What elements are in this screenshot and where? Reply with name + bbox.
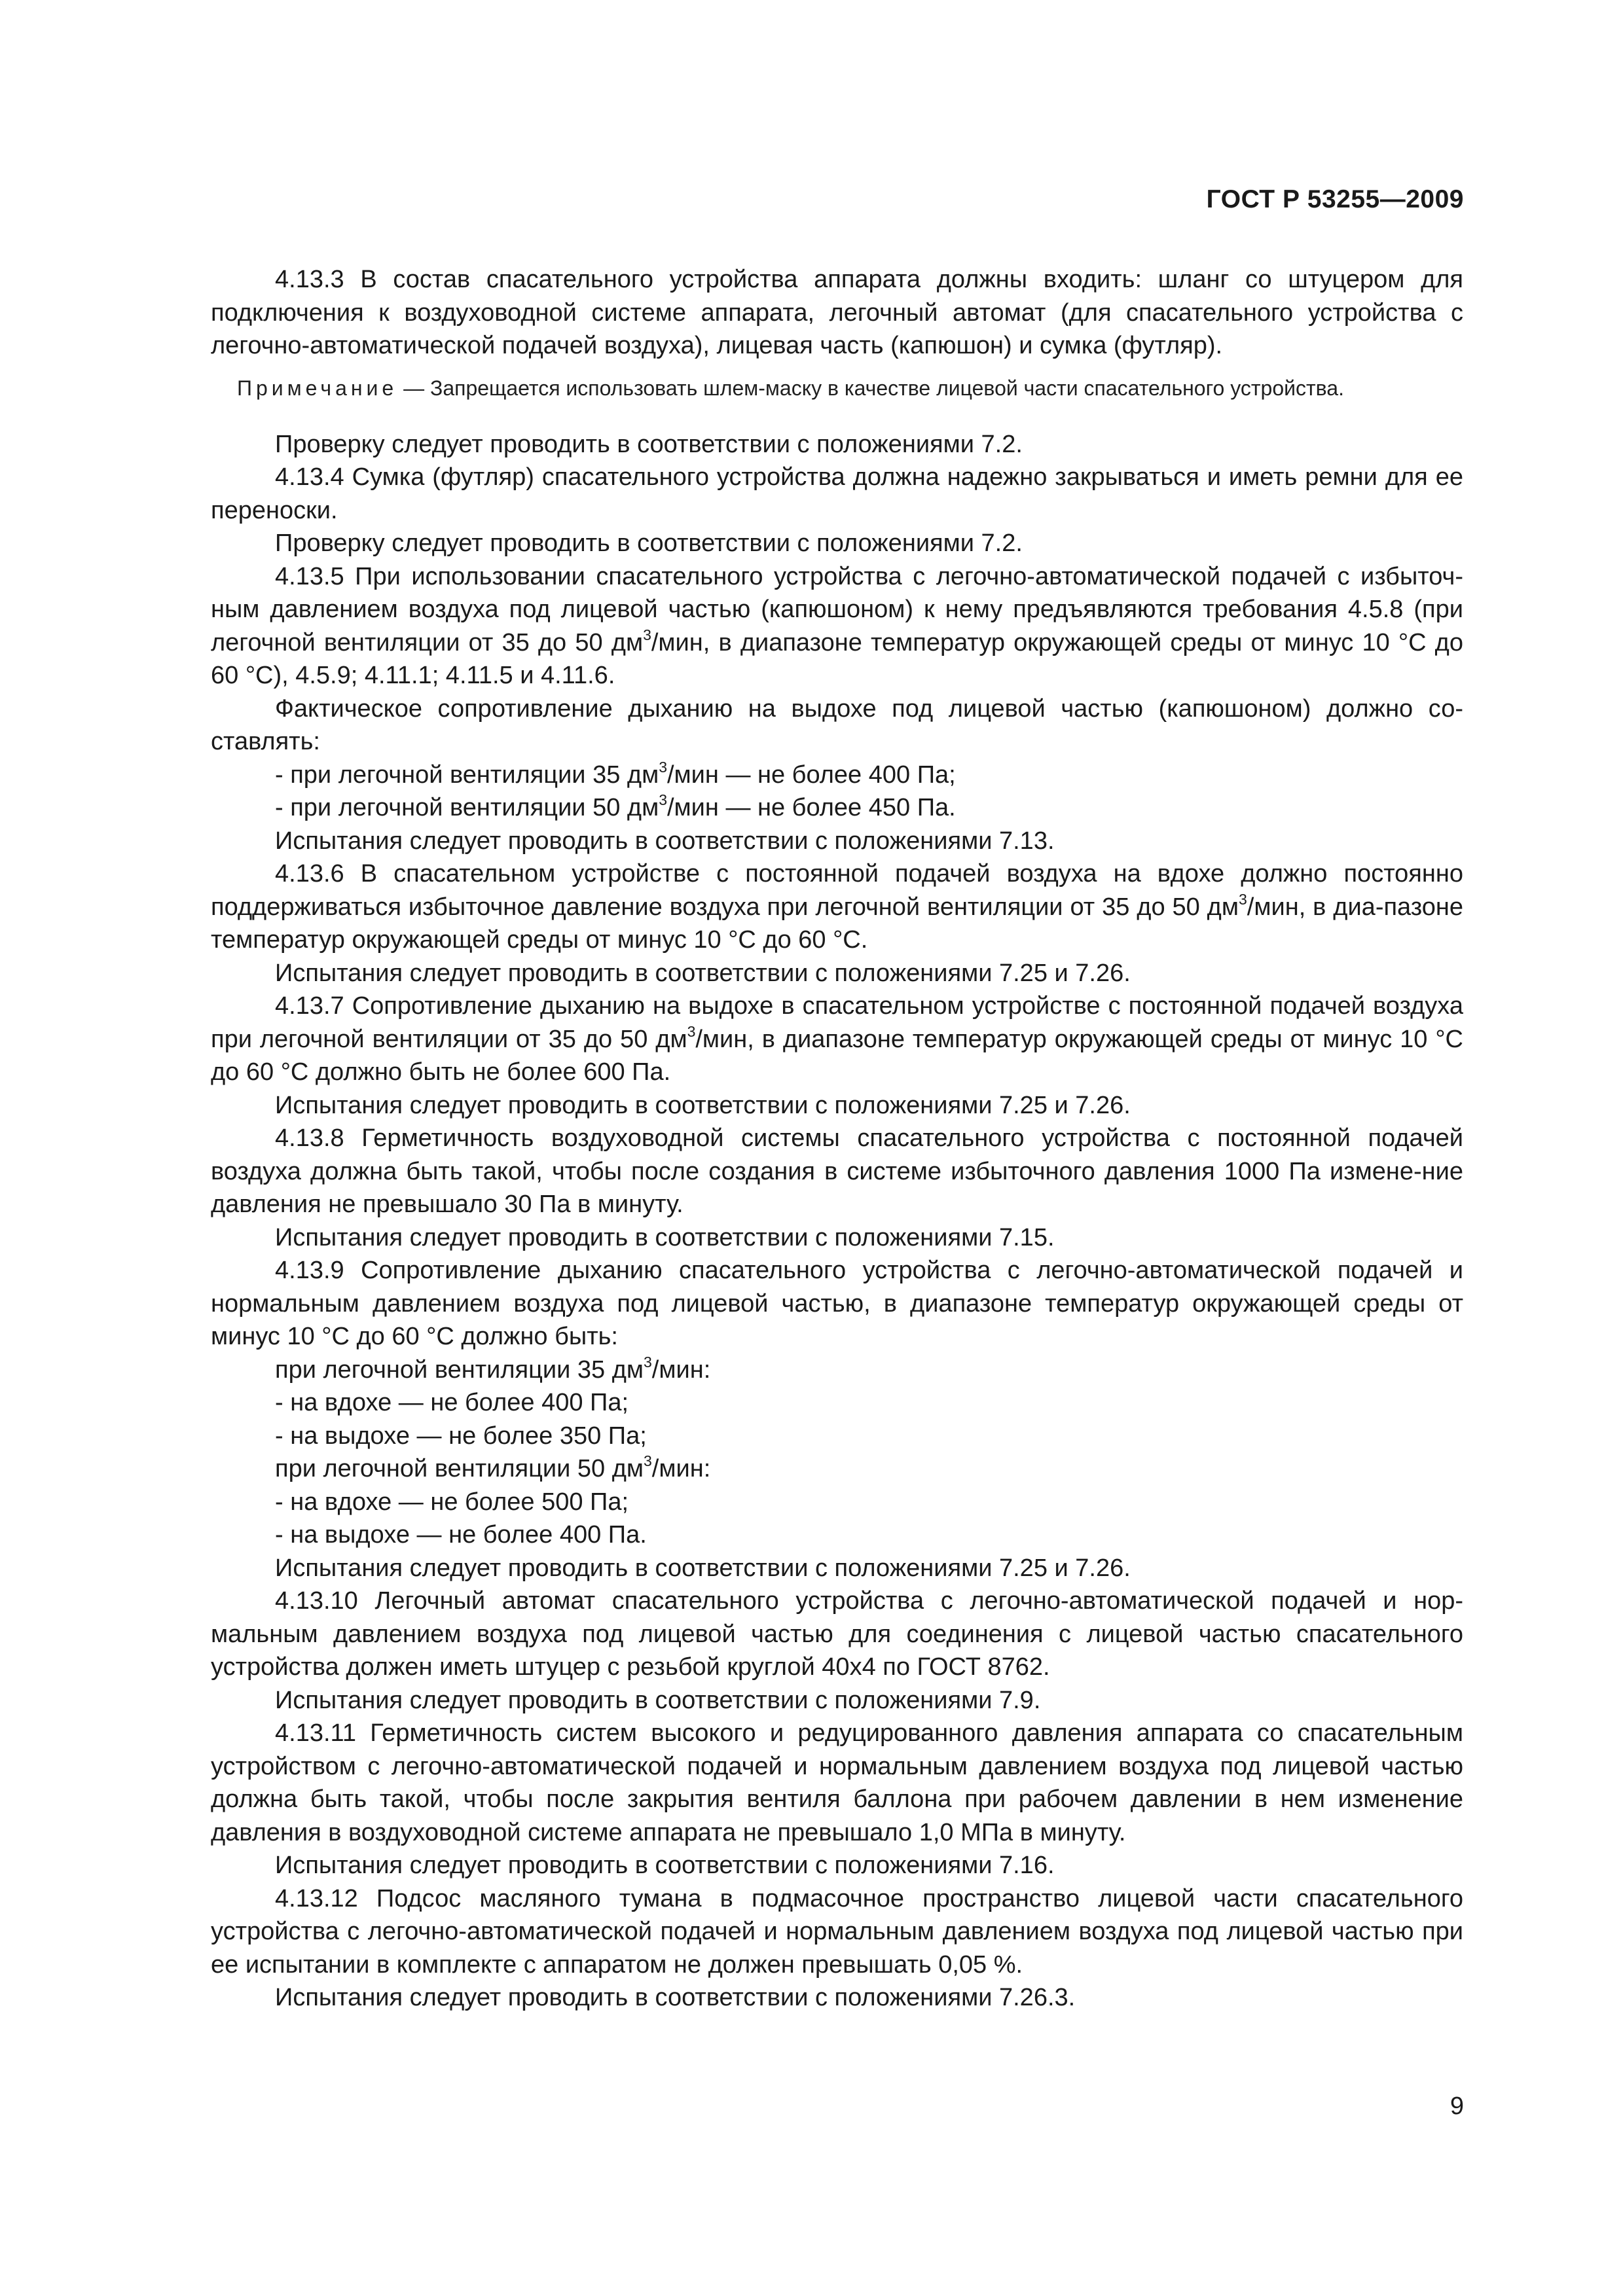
clause-4-13-10: 4.13.10 Легочный автомат спасательного устройства с легочно-автоматической подачей и нор-мальным давлением воздуха под лицевой частью для соединения с лицевой частью спасательного устройства должен иметь штуцер с резьбой круглой 40х4 по ГОСТ 8762. — [211, 1587, 1463, 1681]
document-body — [211, 263, 1463, 2015]
list-item: - на выдохе — не более 350 Па; — [275, 1422, 647, 1450]
list-item: при легочной вентиляции 35 $дм^3$/мин: — [275, 1353, 711, 1384]
clause-4-13-5: 4.13.5 При использовании спасательного устройства с легочно-автоматической подачей с избыточ-ным давлением воздуха под лицевой частью (капюшоном) к нему предъявляются требования 4.5.8 (при легочной вентиляции от 35 до 50 $дм^3$/мин, в диапазоне температур окружающей среды от минус 10 °С до 60 °С), 4.5.9; 4.11.1; 4.11.5 и 4.11.6. — [211, 562, 1463, 689]
list-item: - на выдохе — не более 400 Па. — [275, 1521, 647, 1549]
note-label: Примечание — [237, 376, 398, 400]
clause-4-13-11: 4.13.11 Герметичность систем высокого и редуцированного давления аппарата со спасательным устройством с легочно-автоматической подачей и нормальным давлением воздуха под лицевой частью должна быть такой, чтобы после закрытия вентиля баллона при рабочем давлении в нем изменение давления в воздуховодной системе аппарата не превышало 1,0 МПа в минуту. — [211, 1719, 1463, 1846]
clause-4-13-9: 4.13.9 Сопротивление дыханию спасательного устройства с легочно-автоматической подачей и нормальным давлением воздуха под лицевой частью, в диапазоне температур окружающей среды от минус 10 °С до 60 °С должно быть: — [211, 1257, 1463, 1350]
list-item: при легочной вентиляции 50 $дм^3$/мин: — [275, 1452, 711, 1482]
superscript: 3 — [643, 626, 651, 643]
note-dash: — — [397, 376, 430, 400]
clause-4-13-12: 4.13.12 Подсос масляного тумана в подмасочное пространство лицевой части спасательного устройства с легочно-автоматической подачей и нормальным давлением воздуха под лицевой частью при ее испытании в комплекте с аппаратом не должен превышать 0,05 %. — [211, 1884, 1463, 1979]
note-text: Запрещается использовать шлем-маску в качестве лицевой части спасательного устройства. — [430, 376, 1344, 400]
superscript: 3 — [644, 1452, 652, 1470]
note — [211, 373, 1463, 403]
check-reference: Проверку следует проводить в соответствии с положениями 7.2. — [275, 430, 1023, 458]
test-reference: Испытания следует проводить в соответствии с положениями 7.16. — [275, 1852, 1055, 1879]
check-reference: Проверку следует проводить в соответствии с положениями 7.2. — [275, 529, 1023, 557]
test-reference: Испытания следует проводить в соответствии с положениями 7.25 и 7.26. — [275, 959, 1131, 987]
test-reference: Испытания следует проводить в соответствии с положениями 7.26.3. — [275, 1984, 1076, 2011]
superscript: 3 — [659, 791, 667, 809]
test-reference: Испытания следует проводить в соответствии с положениями 7.25 и 7.26. — [275, 1554, 1131, 1582]
test-reference: Испытания следует проводить в соответствии с положениями 7.9. — [275, 1686, 1041, 1714]
list-item: - при легочной вентиляции 35 $дм^3$/мин — не более 400 Па; — [275, 758, 956, 789]
list-item: - на вдохе — не более 500 Па; — [275, 1488, 629, 1516]
page-number: 9 — [1450, 2092, 1464, 2120]
clause-4-13-6: 4.13.6 В спасательном устройстве с постоянной подачей воздуха на вдохе должно постоянно поддерживаться избыточное давление воздуха при легочной вентиляции от 35 до 50 $дм^3$/мин, в диа-пазоне температур окружающей среды от минус 10 °С до 60 °С. — [211, 860, 1464, 954]
list-item: - при легочной вентиляции 50 $дм^3$/мин — не более 450 Па. — [275, 791, 956, 821]
clause-4-13-8: 4.13.8 Герметичность воздуховодной системы спасательного устройства с постоянной подачей воздуха должна быть такой, чтобы после создания в системе избыточного давления 1000 Па измене-ние давления не превышало 30 Па в минуту. — [211, 1124, 1463, 1218]
test-reference: Испытания следует проводить в соответствии с положениями 7.13. — [275, 827, 1055, 855]
clause-4-13-4: 4.13.4 Сумка (футляр) спасательного устройства должна надежно закрываться и иметь ремни для ее переноски. — [211, 463, 1463, 524]
clause-4-13-7: 4.13.7 Сопротивление дыханию на выдохе в спасательном устройстве с постоянной подачей воздуха при легочной вентиляции от 35 до 50 $дм^3$/мин, в диапазоне температур окружающей среды от минус 10 °С до 60 °С должно быть не более 600 Па. — [211, 992, 1463, 1086]
resistance-paragraph: Фактическое сопротивление дыханию на выдохе под лицевой частью (капюшоном) должно со-ставлять: — [211, 694, 1463, 755]
list-item: - на вдохе — не более 400 Па; — [275, 1389, 629, 1416]
superscript: 3 — [1239, 890, 1247, 908]
superscript: 3 — [687, 1022, 696, 1040]
superscript: 3 — [659, 758, 667, 776]
superscript: 3 — [644, 1353, 652, 1371]
test-reference: Испытания следует проводить в соответствии с положениями 7.25 и 7.26. — [275, 1091, 1131, 1119]
test-reference: Испытания следует проводить в соответствии с положениями 7.15. — [275, 1223, 1055, 1251]
standard-header: ГОСТ Р 53255—2009 — [1206, 185, 1464, 213]
clause-4-13-3: 4.13.3 В состав спасательного устройства аппарата должны входить: шланг со штуцером для подключения к воздуховодной системе аппарата, легочный автомат (для спасательного устройства с легочно-автоматической подачей воздуха), лицевая часть (капюшон) и сумка (футляр). — [211, 266, 1463, 359]
